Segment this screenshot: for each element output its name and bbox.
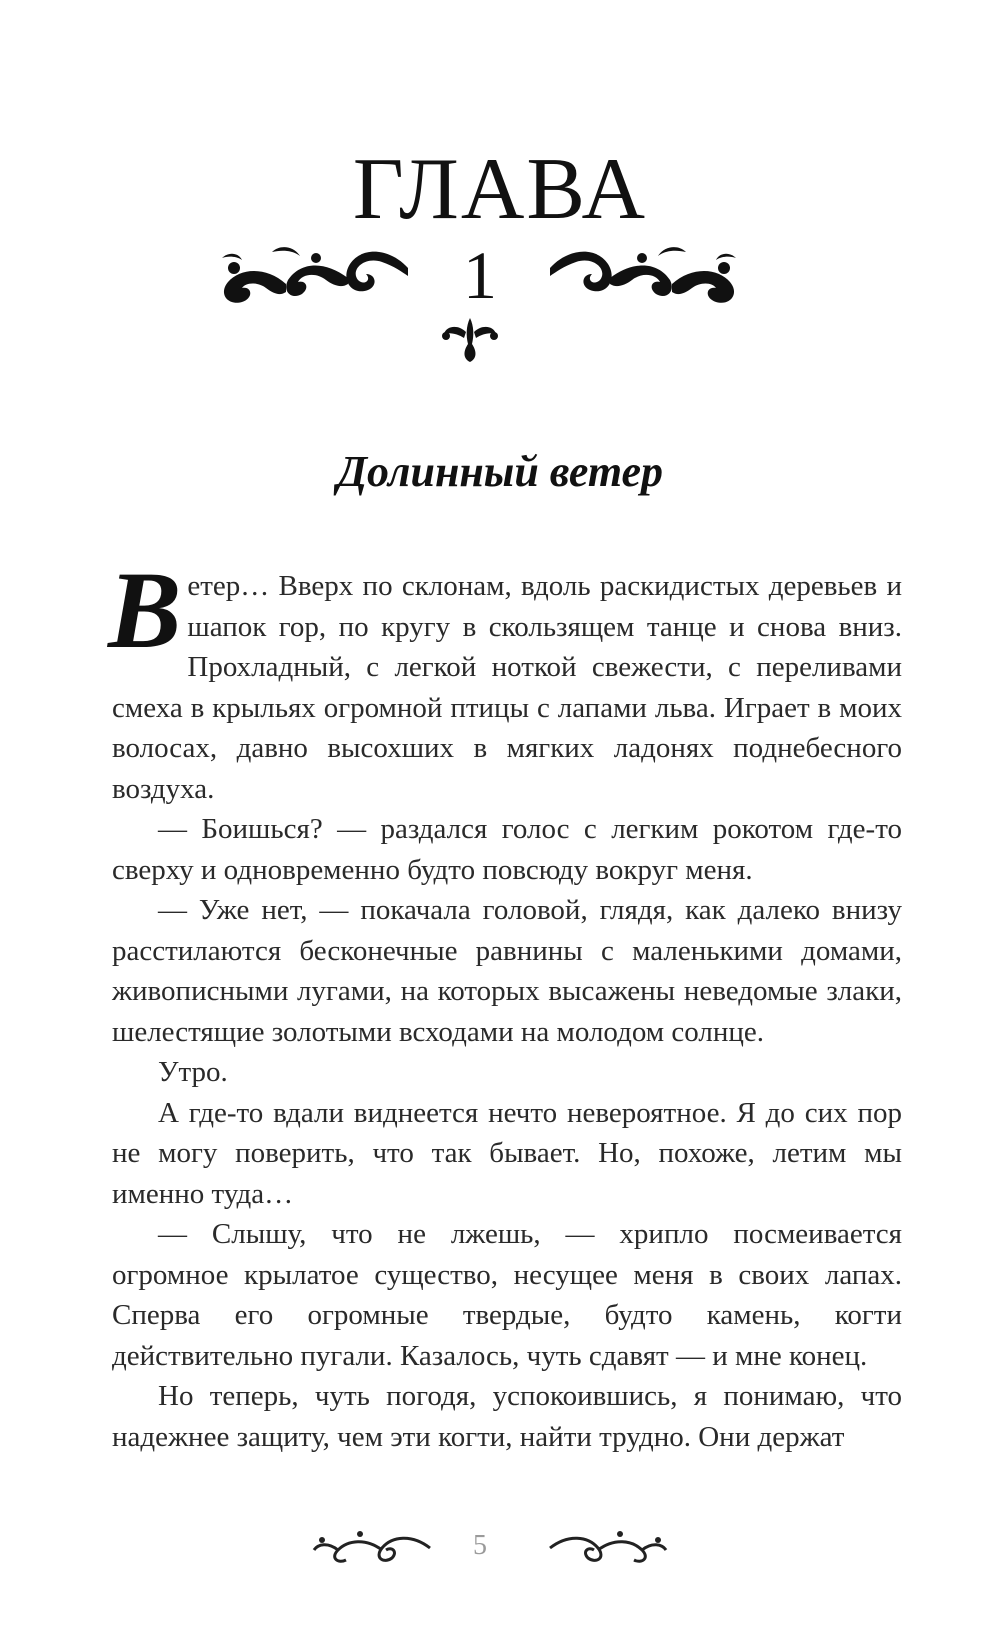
chapter-heading: ГЛАВА (352, 141, 648, 238)
ornamental-flourish-left-icon (212, 238, 410, 308)
chapter-subtitle: Долинный ветер (336, 447, 664, 496)
paragraph: — Уже нет, — покачала головой, глядя, как далеко внизу расстилаются бесконечные равнины с маленькими домами, живописными лугами, на которых высажены неведомые злаки, шелестящие золотыми всходами на молодом солнце. (112, 894, 902, 1048)
paragraph: Утро. (158, 1056, 228, 1088)
paragraph (108, 549, 902, 809)
chapter-number: 1 (463, 237, 497, 313)
paragraph: — Боишься? — раздался голос с легким рокотом где-то сверху и одновременно будто повсюду вокруг меня. (112, 813, 902, 886)
paragraph: — Слышу, что не лжешь, — хрипло посмеивается огромное крылатое существо, несущее меня в своих лапах. Сперва его огромные твердые, будто камень, когти действительно пугали. Казалось, чуть сдавят — и мне конец. (112, 1218, 902, 1372)
fleuron-icon (440, 314, 500, 364)
paragraph: А где-то вдали виднеется нечто невероятное. Я до сих пор не могу поверить, что так бывает. Но, похоже, летим мы именно туда… (112, 1096, 902, 1210)
page-footer (0, 1522, 1000, 1572)
page-number: 5 (473, 1530, 487, 1561)
paragraph-text: етер… Вверх по склонам, вдоль раскидистых деревьев и шапок гор, по кругу в скользящем танце и снова вниз. Прохладный, с легкой ноткой свежести, с переливами смеха в крыльях огромной птицы с лапами льва. Играет в моих волосах, давно высохших в мягких ладонях поднебесного воздуха. (112, 570, 902, 805)
drop-cap: В (108, 549, 182, 671)
chapter-number-row (0, 230, 1000, 320)
ornamental-flourish-right-icon (548, 238, 746, 308)
chapter-text (108, 549, 902, 1457)
footer-flourish-right-icon (548, 1526, 668, 1566)
paragraph: Но теперь, чуть погодя, успокоившись, я понимаю, что надежнее защиту, чем эти когти, найти трудно. Они держат (112, 1380, 902, 1453)
footer-flourish-left-icon (312, 1526, 432, 1566)
